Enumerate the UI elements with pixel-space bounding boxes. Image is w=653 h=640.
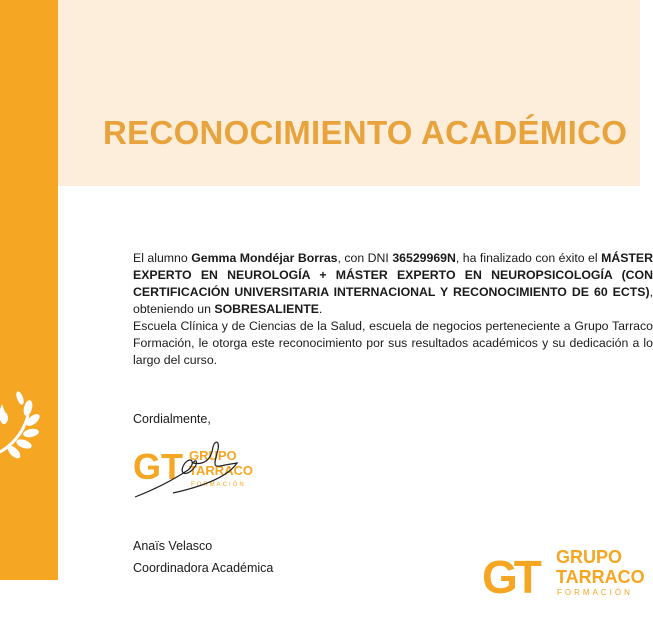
stamp-mark: GT — [133, 446, 183, 487]
laurel-icon — [0, 0, 58, 560]
stamp-line3: FORMACIÓN — [191, 482, 246, 488]
student-dni: 36529969N — [392, 251, 456, 265]
greeting: Cordialmente, — [133, 412, 211, 426]
stamp-line2: TARRACO — [189, 463, 254, 478]
stamp-line1: GRUPO — [189, 448, 237, 463]
company-logo — [482, 543, 645, 603]
signer-name: Anaïs Velasco — [133, 539, 213, 553]
signer-role: Coordinadora Académica — [133, 561, 274, 575]
logo-line3: FORMACIÓN — [557, 588, 633, 597]
program-name: MÁSTER EXPERTO EN NEUROLOGÍA + MÁSTER EXPERTO EN NEUROPSICOLOGÍA (CON CERTIFICACIÓN UNIVERSITARIA INTERNACIONAL Y RECONOCIMIENTO DE 60 ECTS) — [133, 251, 653, 299]
logo-mark: GT — [482, 551, 538, 603]
header-band — [58, 0, 640, 186]
logo-line2: TARRACO — [556, 567, 645, 587]
certificate-title: RECONOCIMIENTO ACADÉMICO — [103, 114, 628, 151]
student-name: Gemma Mondéjar Borras — [191, 251, 338, 265]
grade: SOBRESALIENTE — [214, 302, 319, 316]
logo-line1: GRUPO — [556, 547, 623, 567]
side-ribbon — [0, 0, 58, 580]
signature-stamp — [133, 435, 273, 500]
certificate-body: El alumno Gemma Mondéjar Borras, con DNI 36529969N, ha finalizado con éxito el MÁSTER EXPERTO EN NEUROLOGÍA + MÁSTER EXPERTO EN NEUROPSICOLOGÍA (CON CERTIFICACIÓN UNIVERSITARIA INTERNACIONAL Y RECONOCIMIENTO DE 60 ECTS), obteniendo un SOBRESALIENTE. Escuela Clínica y de Ciencias de la Salud, escuela de negocios perteneciente a Grupo Tarraco Formación, le otorga este reconocimiento por sus resultados académicos y su dedicación a lo largo del curso. — [133, 251, 653, 367]
school-text: Escuela Clínica y de Ciencias de la Salud, escuela de negocios perteneciente a Grupo Tarraco Formación, le otorga este reconocimiento por sus resultados académicos y su dedicación a lo largo del curso. — [133, 319, 653, 367]
